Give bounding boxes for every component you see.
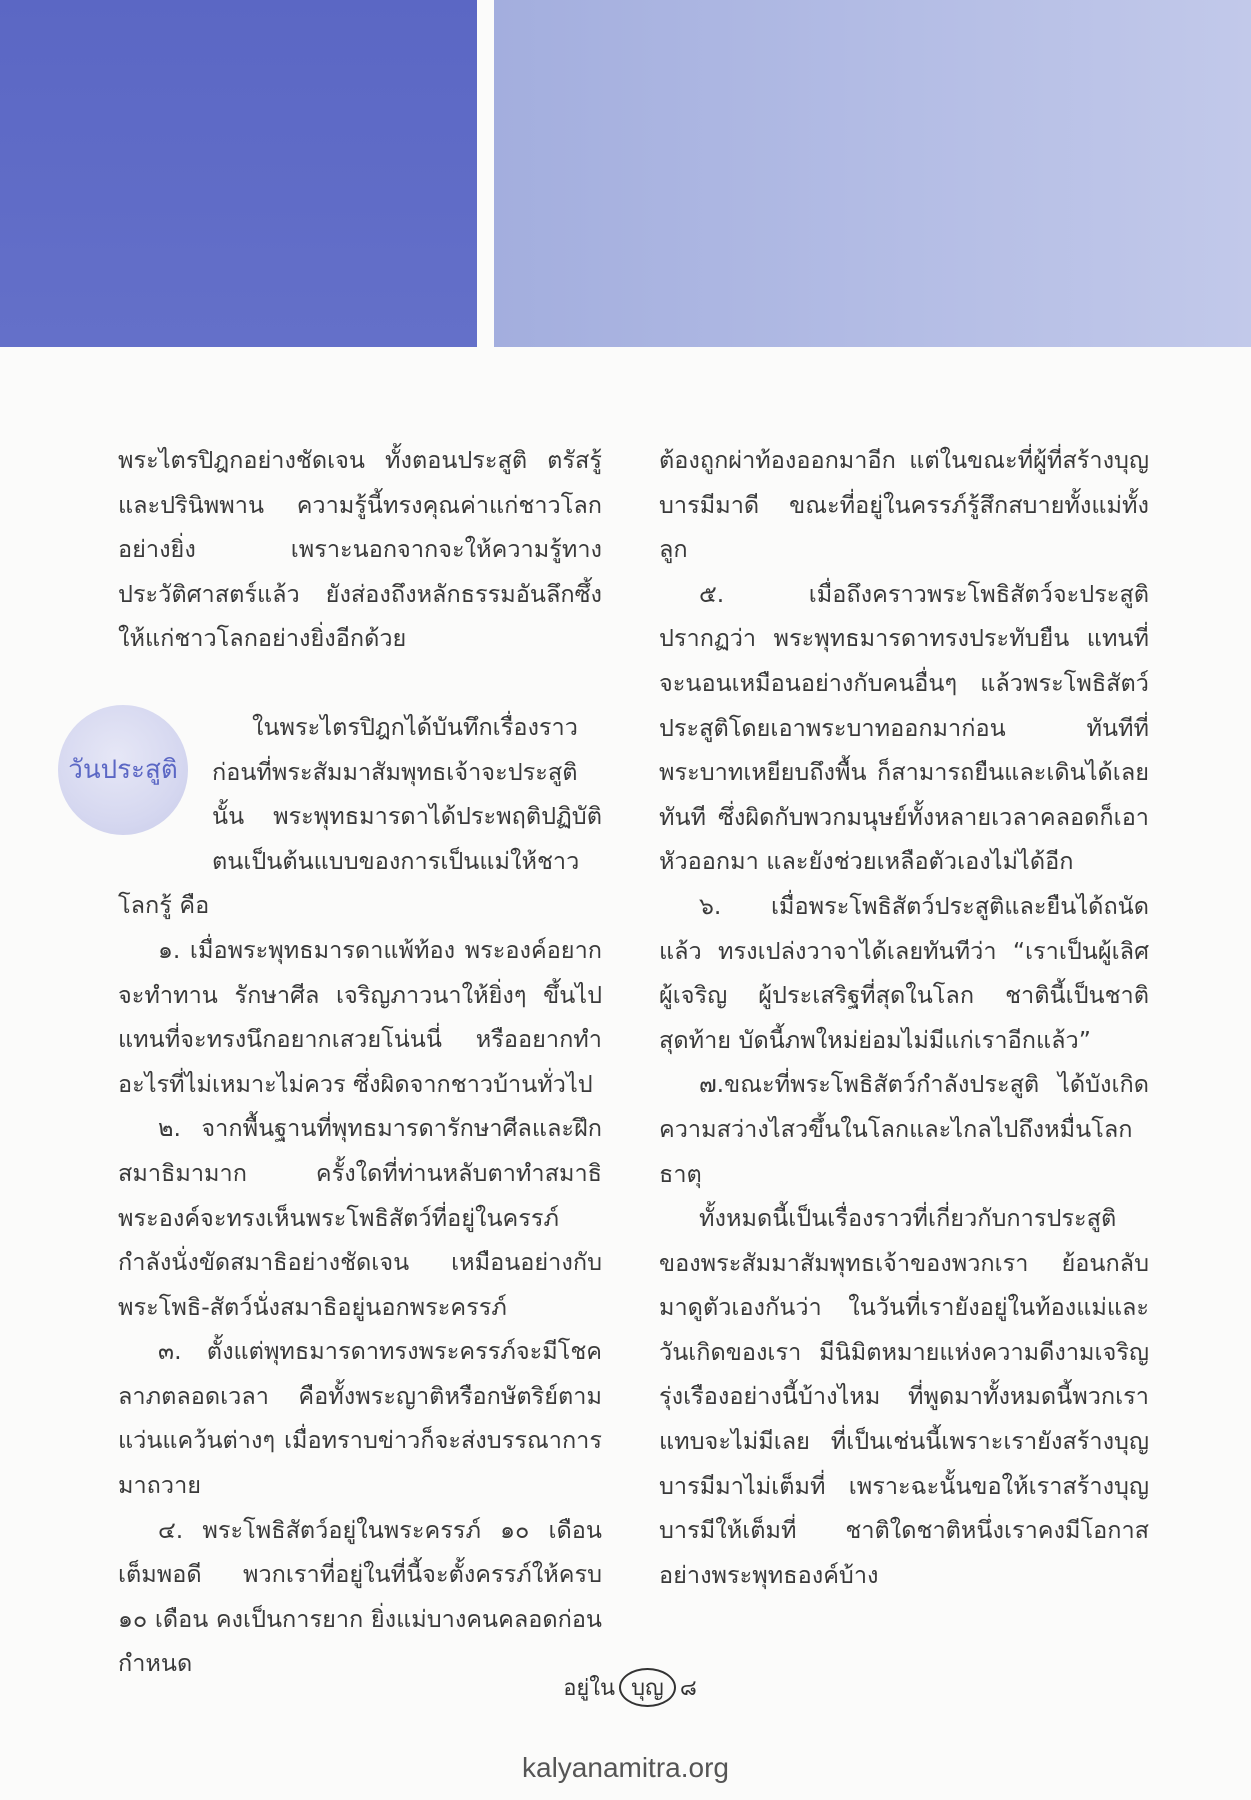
page-number-value: ๘ [679, 1676, 697, 1701]
paragraph: ๕. เมื่อถึงคราวพระโพธิสัตว์จะประสูติ ปรากฏว่า พระพุทธมารดาทรงประทับยืน แทนที่จะนอนเหมือนอย่างกับคนอื่นๆ แล้วพระโพธิสัตว์ประสูติโดยเอาพระบาทออกมาก่อน ทันทีที่พระบาทเหยียบถึงพื้น ก็สามารถยืนและเดินได้เลยทันที ซึ่งผิดกับพวกมนุษย์ทั้งหลายเวลาคลอดก็เอาหัวออกมา และยังช่วยเหลือตัวเองไม่ได้อีก [659, 579, 1149, 876]
right-column [659, 438, 1149, 1597]
paragraph: ๔. พระโพธิสัตว์อยู่ในพระครรภ์ ๑๐ เดือนเต็มพอดี พวกเราที่อยู่ในที่นี้จะตั้งครรภ์ให้ครบ ๑๐ เดือน คงเป็นการยาก ยิ่งแม่บางคนคลอดก่อนกำหนด [118, 1515, 602, 1678]
left-column [68, 438, 602, 1686]
section-heading-badge [58, 705, 188, 835]
section-intro [68, 705, 602, 928]
paragraph: ๒. จากพื้นฐานที่พุทธมารดารักษาศีลและฝึกสมาธิมามาก ครั้งใดที่ท่านหลับตาทำสมาธิ พระองค์จะทรงเห็นพระโพธิสัตว์ที่อยู่ในครรภ์กำลังนั่งขัดสมาธิอย่างชัดเจน เหมือนอย่างกับพระโพธิ-สัตว์นั่งสมาธิอยู่นอกพระครรภ์ [118, 1114, 602, 1321]
paragraph: พระไตรปิฎกอย่างชัดเจน ทั้งตอนประสูติ ตรัสรู้ และปรินิพพาน ความรู้นี้ทรงคุณค่าแก่ชาวโลกอย่างยิ่ง เพราะนอกจากจะให้ความรู้ทางประวัติศาสตร์แล้ว ยังส่องถึงหลักธรรมอันลึกซึ้งให้แก่ชาวโลกอย่างยิ่งอีกด้วย [118, 446, 602, 653]
banner-block-right [494, 0, 1251, 347]
banner-block-left [0, 0, 477, 347]
page-number [550, 1668, 710, 1707]
section-heading: วันประสูติ [68, 754, 178, 785]
paragraph: ทั้งหมดนี้เป็นเรื่องราวที่เกี่ยวกับการประสูติของพระสัมมาสัมพุทธเจ้าของพวกเรา ย้อนกลับมาดูตัวเองกันว่า ในวันที่เรายังอยู่ในท้องแม่และวันเกิดของเรา มีนิมิตหมายแห่งความดีงามเจริญรุ่งเรืองอย่างนี้บ้างไหม ที่พูดมาทั้งหมดนี้พวกเราแทบจะไม่มีเลย ที่เป็นเช่นนี้เพราะเรายังสร้างบุญบารมีมาไม่เต็มที่ เพราะฉะนั้นขอให้เราสร้างบุญบารมีให้เต็มที่ ชาติใดชาติหนึ่งเราคงมีโอกาสอย่างพระพุทธองค์บ้าง [659, 1204, 1149, 1589]
bun-logo: บุญ [619, 1668, 676, 1707]
paragraph: ๖. เมื่อพระโพธิสัตว์ประสูติและยืนได้ถนัดแล้ว ทรงเปล่งวาจาได้เลยทันทีว่า “เราเป็นผู้เลิศ ผู้เจริญ ผู้ประเสริฐที่สุดในโลก ชาตินี้เป็นชาติสุดท้าย บัดนี้ภพใหม่ย่อมไม่มีแก่เราอีกแล้ว” [659, 891, 1149, 1054]
paragraph: ต้องถูกผ่าท้องออกมาอีก แต่ในขณะที่ผู้ที่สร้างบุญบารมีมาดี ขณะที่อยู่ในครรภ์รู้สึกสบายทั้งแม่ทั้งลูก [659, 446, 1149, 564]
footer-prefix: อยู่ใน [563, 1676, 616, 1701]
paragraph: ๑. เมื่อพระพุทธมารดาแพ้ท้อง พระองค์อยากจะทำทาน รักษาศีล เจริญภาวนาให้ยิ่งๆ ขึ้นไป แทนที่จะทรงนึกอยากเสวยโน่นนี่ หรืออยากทำอะไรที่ไม่เหมาะไม่ควร ซึ่งผิดจากชาวบ้านทั่วไป [118, 935, 602, 1098]
paragraph: ๓. ตั้งแต่พุทธมารดาทรงพระครรภ์จะมีโชคลาภตลอดเวลา คือทั้งพระญาติหรือกษัตริย์ตามแว่นแคว้นต่างๆ เมื่อทราบข่าวก็จะส่งบรรณาการมาถวาย [118, 1337, 602, 1500]
paragraph: ๗.ขณะที่พระโพธิสัตว์กำลังประสูติ ได้บังเกิดความสว่างไสวขึ้นในโลกและไกลไปถึงหมื่นโลกธาตุ [659, 1070, 1149, 1188]
paragraph: ในพระไตรปิฎกได้บันทึกเรื่องราวก่อนที่พระสัมมาสัมพุทธเจ้าจะประสูตินั้น พระพุทธมารดาได้ประพฤติปฏิบัติตนเป็นต้นแบบของการเป็นแม่ให้ชาวโลกรู้ คือ [118, 712, 602, 920]
site-watermark: kalyanamitra.org [522, 1752, 729, 1783]
